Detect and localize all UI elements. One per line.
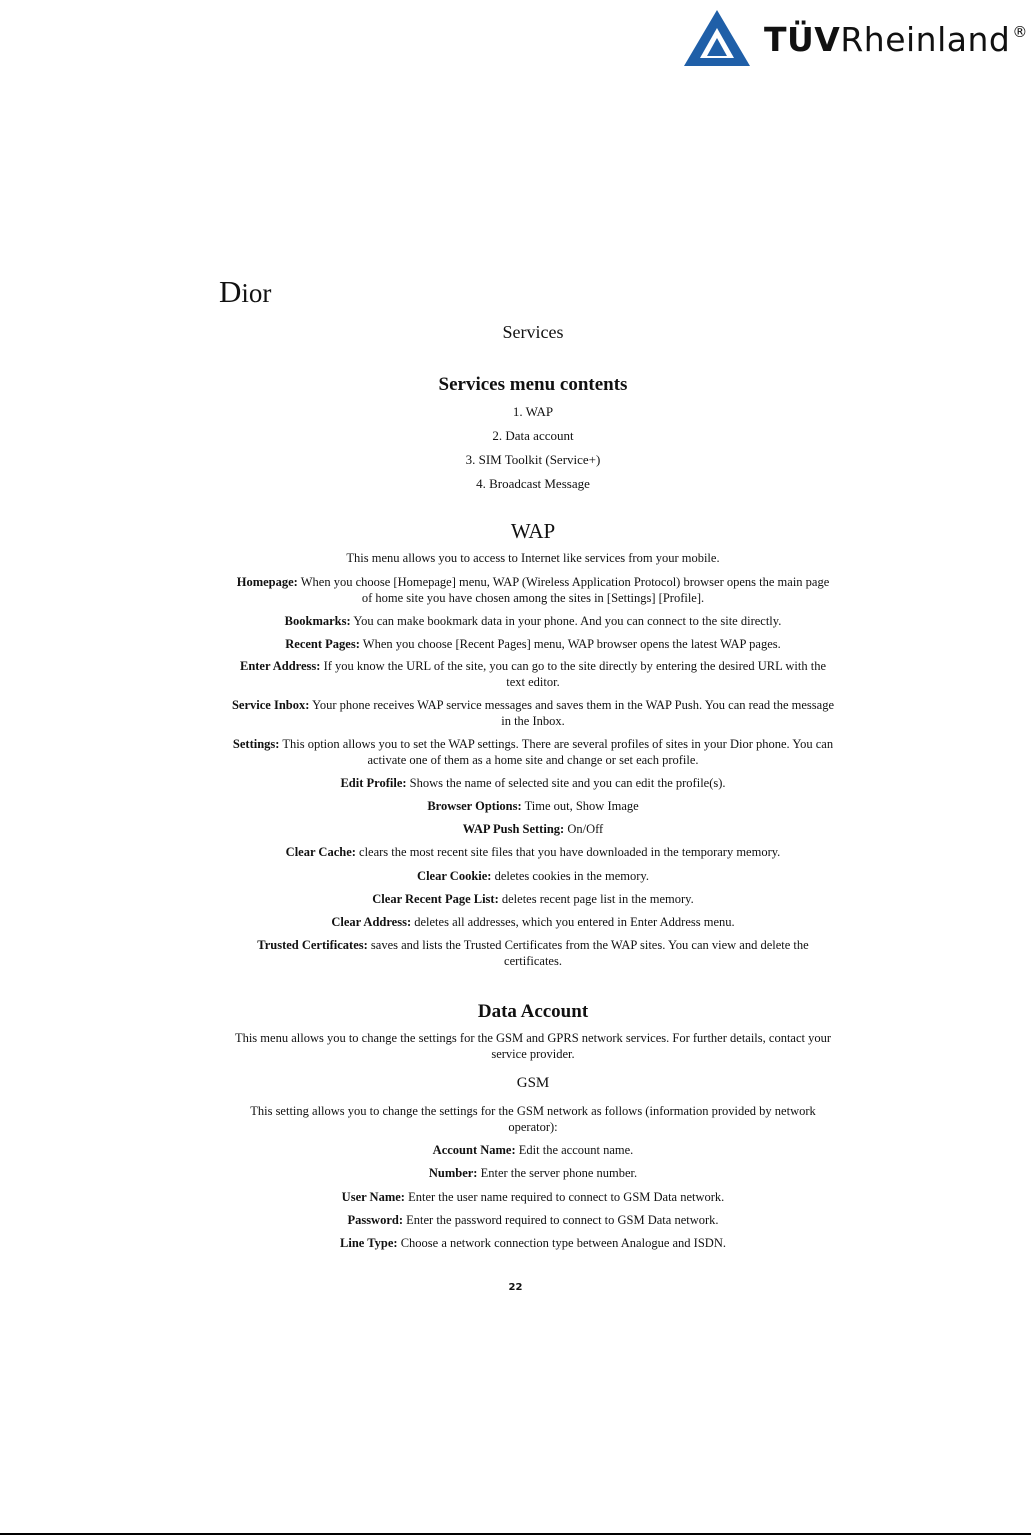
contents-item-4: 4. Broadcast Message xyxy=(476,476,590,491)
gsm-entry-line-type: Line Type: Choose a network connection type between Analogue and ISDN. xyxy=(340,1236,726,1250)
data-account-intro: This menu allows you to change the settings for the GSM and GPRS network services. For further details, contact your service provider. xyxy=(234,1031,832,1061)
gsm-entry-user-name: User Name: Enter the user name required to connect to GSM Data network. xyxy=(341,1190,725,1204)
wap-entry-settings: Settings: This option allows you to set the WAP settings. There are several profiles of sites in your Dior phone. You can activate one of them as a home site and change or set each profile. xyxy=(232,737,834,767)
contents-item-3: 3. SIM Toolkit (Service+) xyxy=(465,452,601,467)
wap-entry-clear-cache: Clear Cache: clears the most recent site files that you have downloaded in the temporary memory. xyxy=(285,845,781,859)
wap-entry-clear-cookie: Clear Cookie: deletes cookies in the memory. xyxy=(417,869,649,883)
gsm-entry-account-name: Account Name: Edit the account name. xyxy=(432,1143,634,1157)
wap-entry-trusted-certificates: Trusted Certificates: saves and lists the Trusted Certificates from the WAP sites. You can view and delete the certificates. xyxy=(257,938,809,968)
data-account-heading: Data Account xyxy=(477,1001,589,1022)
wap-entry-browser-options: Browser Options: Time out, Show Image xyxy=(427,799,639,813)
bottom-rule xyxy=(0,1533,1031,1535)
gsm-entry-password: Password: Enter the password required to connect to GSM Data network. xyxy=(347,1213,719,1227)
wap-entry-clear-address: Clear Address: deletes all addresses, which you entered in Enter Address menu. xyxy=(331,915,735,929)
wap-entry-recent-pages: Recent Pages: When you choose [Recent Pages] menu, WAP browser opens the latest WAP pages. xyxy=(285,637,781,651)
brand-name: Dior xyxy=(219,274,272,309)
wap-intro: This menu allows you to access to Internet like services from your mobile. xyxy=(346,551,720,565)
wap-entry-bookmarks: Bookmarks: You can make bookmark data in your phone. And you can connect to the site directly. xyxy=(284,614,782,628)
wap-heading: WAP xyxy=(510,519,556,543)
gsm-entry-number: Number: Enter the server phone number. xyxy=(428,1166,638,1180)
gsm-intro: This setting allows you to change the settings for the GSM network as follows (information provided by network operator): xyxy=(250,1104,816,1134)
wap-entry-edit-profile: Edit Profile: Shows the name of selected site and you can edit the profile(s). xyxy=(340,776,726,790)
page-number: 22 xyxy=(508,1282,523,1293)
wap-entry-enter-address: Enter Address: If you know the URL of the site, you can go to the site directly by entering the desired URL with the text editor. xyxy=(239,659,826,689)
wap-entry-homepage: Homepage: When you choose [Homepage] menu, WAP (Wireless Application Protocol) browser opens the main page of home site you have chosen among the sites in [Settings] [Profile]. xyxy=(236,575,830,605)
wap-entry-push-setting: WAP Push Setting: On/Off xyxy=(462,822,604,836)
triangle-logo-icon xyxy=(682,8,752,68)
gsm-heading: GSM xyxy=(516,1075,550,1091)
section-label: Services xyxy=(502,322,564,342)
wap-entry-service-inbox: Service Inbox: Your phone receives WAP service messages and saves them in the WAP Push. You can read the message in the Inbox. xyxy=(231,698,834,728)
contents-item-2: 2. Data account xyxy=(492,428,574,443)
contents-item-1: 1. WAP xyxy=(512,404,554,419)
contents-heading: Services menu contents xyxy=(438,374,628,395)
logo-wordmark: TÜVRheinland ® xyxy=(764,20,1028,59)
tuv-rheinland-logo xyxy=(682,6,1027,68)
wap-entry-clear-recent: Clear Recent Page List: deletes recent page list in the memory. xyxy=(372,892,694,906)
